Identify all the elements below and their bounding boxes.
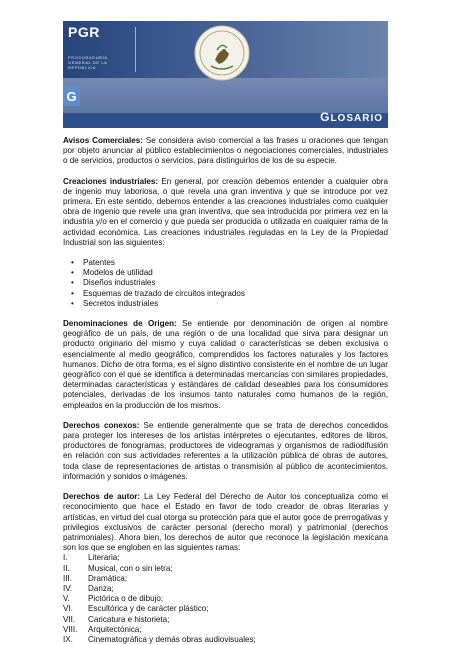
list-number: VI. bbox=[63, 604, 73, 614]
glossary-content bbox=[63, 136, 388, 645]
list-item bbox=[63, 604, 388, 614]
section-title-initial: G bbox=[320, 110, 331, 124]
list-text: Caricatura e historieta; bbox=[88, 614, 170, 624]
pgr-logo-subtitle: PROCURADURÍA GENERAL DE LA REPÚBLICA bbox=[68, 55, 108, 70]
list-item bbox=[63, 615, 388, 625]
glossary-entry bbox=[63, 319, 388, 411]
header-middle-band bbox=[63, 78, 388, 113]
list-item bbox=[63, 564, 388, 574]
list-item: • Modelos de utilidad bbox=[71, 268, 388, 278]
list-text: Cinematográfica y demás obras audiovisuales; bbox=[88, 634, 256, 644]
list-number: IX. bbox=[63, 634, 73, 644]
glossary-entry bbox=[63, 177, 388, 248]
pgr-logo: PGR bbox=[68, 24, 100, 40]
list-number: II. bbox=[63, 563, 70, 573]
entry-term: Avisos Comerciales: bbox=[63, 136, 143, 145]
list-number: V. bbox=[63, 594, 70, 604]
section-title-rest: LOSARIO bbox=[330, 113, 383, 124]
entry-term: Denominaciones de Origen: bbox=[63, 319, 177, 329]
entry-definition: Se entiende por denominación de origen al nombre geográfico de un país, de una región o de una localidad que sirva para designar un producto originario del mismo y cuya calidad o características se deben exclusiva o esencialmente al medio geográfico, comprendidos los factores naturales y los factores humanos. Dicho de otra forma, es el signo distintivo consistente en el nombre de un lugar geográfico con el que se identifica a determinadas mercancías con similares propiedades, determinadas características y estándares de calidad deseables para los consumidores potenciales, derivadas de los insumos tanto naturales como humanos de la región, empleados en la producción de los mismos. bbox=[63, 319, 388, 410]
header-divider bbox=[135, 27, 136, 72]
list-item: • Esquemas de trazado de circuitos integrados bbox=[71, 289, 388, 299]
list-item bbox=[63, 553, 388, 563]
glossary-entry bbox=[63, 136, 388, 167]
list-number: I. bbox=[63, 553, 68, 563]
entry-term: Derechos conexos: bbox=[63, 420, 140, 430]
list-text: Dramática; bbox=[88, 573, 128, 583]
list-item bbox=[63, 574, 388, 584]
entry-definition: Se entiende generalmente que se trata de derechos concedidos para proteger los intereses de los artistas intérpretes o ejecutantes, editores de libros, productores de fonogramas, productores de videogramas y organismos de radiodifusión en relación con sus actividades referentes a la utilización pública de obras de autores, toda clase de representaciones de artistas o transmisión al público de acontecimientos, información y sonidos o imágenes. bbox=[63, 420, 388, 481]
numbered-list bbox=[63, 553, 388, 645]
document-header bbox=[63, 21, 388, 128]
entry-definition: La Ley Federal del Derecho de Autor los conceptualiza como el reconocimiento que hace el Estado en favor de todo creador de obras literarias y artísticas, en virtud del cual otorga su protección para que el autor goce de prerrogativas y privilegios exclusivos de carácter personal (derecho moral) y patrimonial (derechos patrimoniales). Ahora bien, los derechos de autor que reconoce la legislación mexicana son los que se engloben en las siguientes ramas: bbox=[63, 492, 388, 553]
entry-definition: Se considera aviso comercial a las frases u oraciones que tengan por objeto anunciar al público establecimientos o negociaciones comerciales, industriales o de servicios, productos o servicios, para distinguirlos de los de su especie. bbox=[63, 136, 389, 166]
section-letter-badge: G bbox=[63, 87, 80, 106]
list-item bbox=[63, 584, 388, 594]
list-number: VIII. bbox=[63, 624, 78, 634]
list-number: III. bbox=[63, 573, 72, 583]
list-item bbox=[63, 625, 388, 635]
bullet-list bbox=[63, 258, 388, 309]
list-text: Escultórica y de carácter plástico; bbox=[88, 604, 209, 614]
list-number: IV. bbox=[63, 583, 73, 593]
list-text: Musical, con o sin letra; bbox=[88, 563, 173, 573]
list-text: Pictórica o de dibujo; bbox=[88, 594, 164, 604]
glossary-entry bbox=[63, 421, 388, 482]
list-item: • Patentes bbox=[71, 258, 388, 268]
list-number: VII. bbox=[63, 614, 76, 624]
coat-of-arms-mexico-icon bbox=[193, 24, 251, 82]
glossary-entry bbox=[63, 492, 388, 553]
list-item: • Secretos industriales bbox=[71, 299, 388, 309]
entry-term: Creaciones industriales: bbox=[63, 176, 159, 186]
list-text: Arquitectónica; bbox=[88, 624, 142, 634]
list-text: Danza; bbox=[88, 583, 114, 593]
list-text: Literaria; bbox=[88, 553, 120, 563]
list-item bbox=[63, 594, 388, 604]
list-item: • Diseños industriales bbox=[71, 278, 388, 288]
section-title bbox=[320, 110, 383, 124]
entry-term: Derechos de autor: bbox=[63, 492, 141, 502]
entry-definition: En general, por creación debemos entender a cualquier obra de ingenio muy laboriosa, o que revela una gran inventiva y que se introduce por vez primera. En este sentido, debemos entender a las creaciones industriales como cualquier obra de ingenio que revele una gran inventiva, que sea introducida por primera vez en la industria y/o en el comercio y que pueda ser producida o utilizada en cualquier rama de la actividad económica. Las creaciones industriales reguladas en la Ley de la Propiedad Industrial son las siguientes: bbox=[63, 176, 388, 247]
